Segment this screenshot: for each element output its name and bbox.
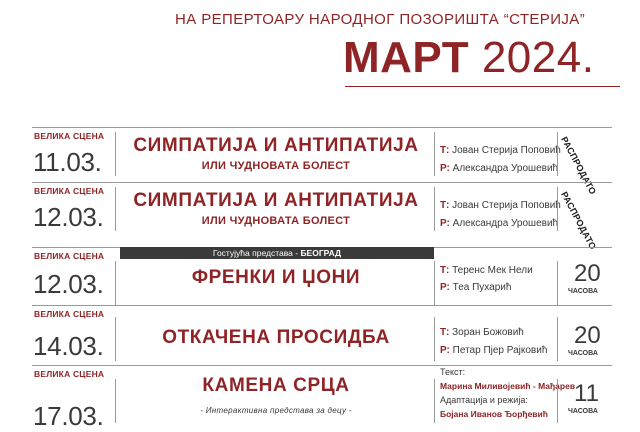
guest-performance-bar: Гостујућа представа - БЕОГРАД (120, 247, 434, 259)
event-title: ОТКАЧЕНА ПРОСИДБА (162, 327, 390, 348)
column-divider (434, 317, 435, 361)
stage-label: ВЕЛИКА СЦЕНА (34, 309, 105, 319)
event-time: 20 (574, 322, 601, 349)
author-credit: Т: Зоран Божовић (440, 327, 524, 338)
event-title: КАМЕНА СРЦА (202, 375, 350, 396)
column-divider (115, 261, 116, 305)
event-title: ФРЕНКИ И ЏОНИ (191, 267, 361, 288)
row-divider (32, 127, 612, 128)
column-divider (434, 187, 435, 231)
event-row-4 (0, 305, 640, 371)
stage-label: ВЕЛИКА СЦЕНА (34, 251, 105, 261)
event-time: 11 (574, 380, 599, 407)
row-divider (32, 365, 612, 366)
event-date: 17.03. (33, 401, 104, 431)
header-month (343, 34, 594, 82)
header-subtitle: НА РЕПЕРТОАРУ НАРОДНОГ ПОЗОРИШТА “СТЕРИЈА” (175, 11, 586, 28)
column-divider (115, 132, 116, 176)
column-divider (434, 261, 435, 305)
sold-out-label: РАСПРОДАТО (559, 190, 599, 252)
time-unit: ЧАСОВА (568, 288, 598, 295)
event-date: 12.03. (33, 202, 104, 232)
author-credit: Т: Јован Стерија Поповић (440, 145, 561, 156)
author-credit: Т: Теренс Мек Нели (440, 265, 533, 276)
author-credit-label: Текст: (440, 367, 466, 377)
column-divider (115, 379, 116, 423)
year: 2024. (481, 33, 595, 82)
director-credit: Р: Теа Пухарић (440, 282, 512, 293)
event-title: СИМПАТИЈА И АНТИПАТИЈА (133, 190, 419, 211)
event-row-2 (0, 182, 640, 252)
event-date: 12.03. (33, 269, 104, 299)
stage-label: ВЕЛИКА СЦЕНА (34, 186, 105, 196)
event-date: 11.03. (33, 147, 102, 177)
column-divider (557, 132, 558, 176)
column-divider (115, 187, 116, 231)
column-divider (115, 317, 116, 361)
column-divider (434, 132, 435, 176)
column-divider (557, 187, 558, 231)
director-credit-label: Адаптација и режија: (440, 395, 528, 405)
director-credit: Бојана Иванов Ђорђевић (440, 409, 548, 419)
column-divider (557, 317, 558, 361)
author-credit: Марина Миливојевић - Мађарев (440, 381, 576, 391)
author-credit: Т: Јован Стерија Поповић (440, 200, 561, 211)
stage-label: ВЕЛИКА СЦЕНА (34, 131, 105, 141)
header-rule (345, 86, 620, 87)
director-credit: Р: Александра Урошевић (440, 163, 559, 174)
event-subtitle: ИЛИ ЧУДНОВАТА БОЛЕСТ (201, 160, 351, 172)
time-unit: ЧАСОВА (568, 408, 598, 415)
row-divider (32, 182, 612, 183)
month-name: МАРТ (343, 33, 470, 82)
column-divider (557, 379, 558, 423)
event-time: 20 (574, 260, 601, 287)
column-divider (557, 261, 558, 305)
event-date: 14.03. (33, 331, 104, 361)
time-unit: ЧАСОВА (568, 350, 598, 357)
event-title: СИМПАТИЈА И АНТИПАТИЈА (133, 135, 419, 156)
director-credit: Р: Петар Пјер Рајковић (440, 345, 548, 356)
sold-out-label: РАСПРОДАТО (559, 135, 599, 197)
column-divider (434, 379, 435, 423)
event-row-3 (0, 247, 640, 313)
event-subtitle: ИЛИ ЧУДНОВАТА БОЛЕСТ (201, 215, 351, 227)
event-subtitle: - Интерактивна представа за децу - (200, 406, 352, 415)
stage-label: ВЕЛИКА СЦЕНА (34, 369, 105, 379)
row-divider (32, 305, 612, 306)
event-row-5 (0, 365, 640, 431)
director-credit: Р: Александра Урошевић (440, 218, 559, 229)
